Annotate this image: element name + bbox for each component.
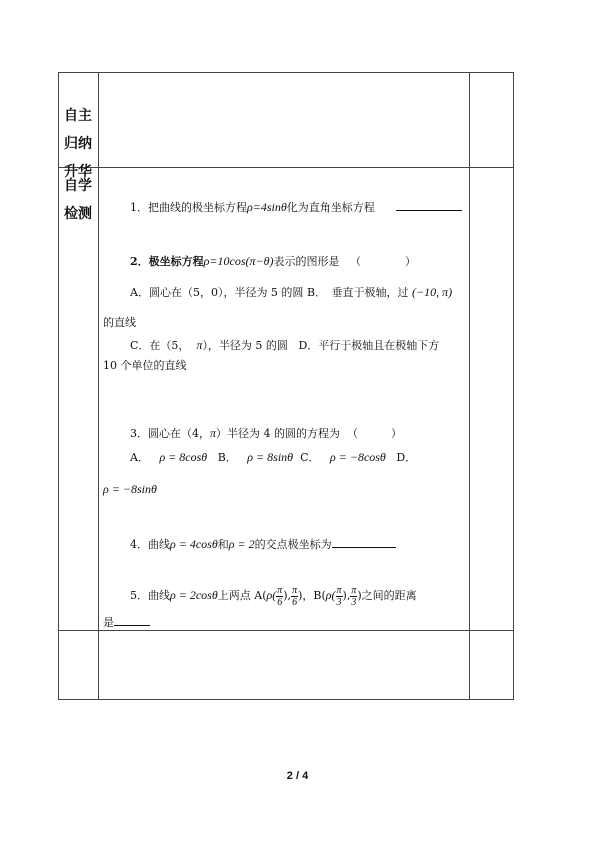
q5-close-b: ), [342,589,351,602]
row-divider-2 [58,630,514,631]
q3-option-c: ρ = −8cosθ [329,450,386,464]
q2-option-b: B． 垂直于极轴，过 [306,286,409,299]
q3-suffix: ）半径为 4 的圆的方程为 [216,427,341,440]
q3-option-d-row [103,482,157,497]
q2-prefix: 2．极坐标方程 [130,255,204,268]
q3-option-b-label: B． [217,451,237,464]
q2-suffix: 表示的图形是 [273,255,340,268]
q5-prefix: 5．曲线 [130,589,170,602]
question-5 [130,582,417,609]
q5-fraction-a1: $\frac{\pi}{6}$ [277,584,283,608]
q2-option-c-prefix: C．在（5， [130,339,190,352]
question-2 [130,254,416,269]
q5-fraction-b1: $\frac{\pi}{3}$ [336,584,342,608]
q2-option-b-point: (−10, π) [412,285,453,299]
row-divider-1 [58,167,514,168]
summary-label-line-2: 归纳 [64,136,92,152]
q2-option-d: D．平行于极轴且在极轴下方 [298,339,440,352]
q1-answer-blank[interactable] [396,210,462,211]
q5-end-b: ) [357,589,362,602]
q3-option-d-label: D． [396,451,417,464]
q4-mid: 和 [217,538,229,551]
q4-formula-2: ρ = 2 [228,537,255,551]
page-number: 2 / 4 [286,770,309,782]
q2-option-d-cont: 10 个单位的直线 [103,359,187,372]
q5-rho-b: ρ( [325,588,336,602]
q5-suffix: 之间的距离 [361,589,417,602]
q3-prefix: 3．圆心在（4， [130,427,210,440]
q5-cont: 是 [103,616,114,629]
selfstudy-label-line-1: 自学 [64,178,92,194]
summary-label-line-3: 升华 [64,164,92,180]
q5-rho-a: ρ( [266,588,277,602]
q3-pi: π [210,426,217,440]
question-4 [130,536,396,552]
q2-paren: （ ） [350,255,417,268]
q1-prefix: 1．把曲线的极坐标方程 [130,201,247,214]
summary-label-line-1: 自主 [64,108,92,124]
q5-close-a: ), [283,589,292,602]
q5-formula: ρ = 2cosθ [170,588,218,602]
q2-option-c-suffix: ），半径为 5 的圆 [202,339,288,352]
q3-option-a-label: A． [130,451,149,464]
q2-option-c-pi: π [196,338,203,352]
q4-suffix: 的交点极坐标为 [254,538,332,551]
q3-option-c-label: C． [300,451,320,464]
q2-formula: ρ=10cos(π−θ) [203,254,274,268]
q3-options [130,450,416,465]
selfstudy-row-label [58,172,98,228]
q5-continuation [103,614,150,630]
q2-option-a: A．圆心在（5，0），半径为 5 的圆 [130,286,304,299]
selfstudy-label-line-2: 检测 [64,206,92,222]
q2-option-b-cont: 的直线 [103,316,136,329]
q3-option-a: ρ = 8cosθ [159,450,208,464]
q2-option-ab [130,285,452,300]
q4-answer-blank[interactable] [332,536,396,548]
q4-formula-1: ρ = 4cosθ [170,537,218,551]
question-1 [130,200,375,215]
q5-end-a: )，B( [298,589,326,602]
q3-option-d: ρ = −8sinθ [103,482,157,496]
question-3 [130,426,402,441]
q3-option-b: ρ = 8sinθ [247,450,294,464]
q5-answer-blank[interactable] [114,614,150,626]
q4-prefix: 4．曲线 [130,538,170,551]
q3-paren: （ ） [347,427,403,440]
q5-fraction-b2: $\frac{\pi}{3}$ [351,584,357,608]
q2-option-cd [130,338,439,353]
q1-suffix: 化为直角坐标方程 [286,201,375,214]
q1-formula: ρ=4sinθ [247,200,287,214]
q5-fraction-a2: $\frac{\pi}{6}$ [292,584,298,608]
q5-mid: 上两点 A( [217,589,267,602]
